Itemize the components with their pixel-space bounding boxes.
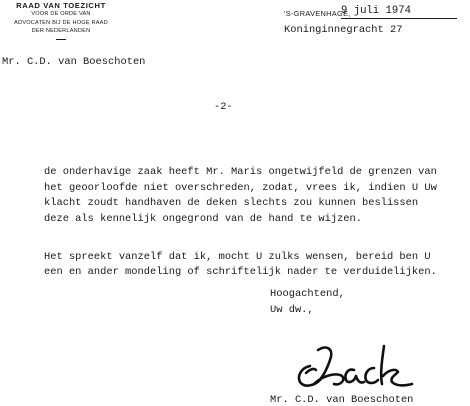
letterhead-divider	[56, 39, 66, 40]
body-line: een en ander mondeling of schriftelijk nader te verduidelijken.	[44, 266, 437, 278]
page-number: -2-	[214, 101, 233, 113]
signer-name: Mr. C.D. van Boeschoten	[270, 394, 414, 406]
date-underline	[341, 18, 457, 19]
recipient-name: Mr. C.D. van Boeschoten	[2, 56, 146, 68]
closing-salutation: Hoogachtend,	[270, 288, 345, 300]
letterhead-line: DER NEDERLANDEN	[31, 28, 91, 34]
letterhead-line: ADVOCATEN BIJ DE HOGE RAAD	[14, 19, 108, 26]
letter-date: 9 juli 1974	[341, 5, 411, 17]
body-line: het geoorloofde niet overschreden, zodat, vrees ik, indien U Uw	[44, 182, 437, 194]
body-line: deze als kennelijk ongegrond van de hand te wijzen.	[44, 213, 363, 225]
sender-address: Koninginnegracht 27	[284, 24, 403, 36]
handwritten-signature	[296, 340, 418, 392]
closing-sign-off: Uw dw.,	[270, 304, 314, 316]
letterhead-org-name: RAAD VAN TOEZICHT	[16, 1, 106, 10]
body-line: klacht zoudt handhaven de deken slechts zou kunnen beslissen	[44, 197, 419, 209]
place-name: 'S-GRAVENHAGE,	[284, 9, 351, 18]
letterhead	[2, 1, 120, 40]
letterhead-line: VOOR DE ORDE VAN	[31, 11, 91, 17]
body-line: de onderhavige zaak heeft Mr. Maris ongetwijfeld de grenzen van	[44, 166, 437, 178]
body-line: Het spreekt vanzelf dat ik, mocht U zulks wensen, bereid ben U	[44, 251, 431, 263]
